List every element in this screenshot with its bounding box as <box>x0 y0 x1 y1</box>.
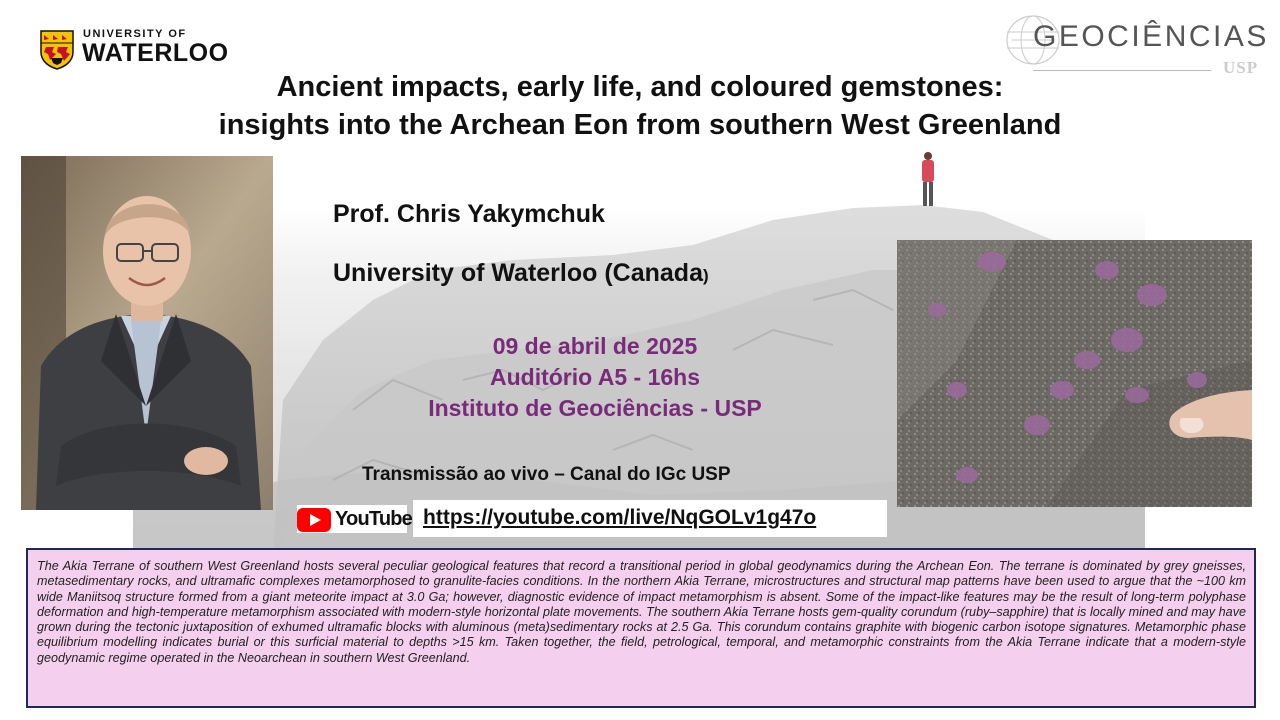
geociencias-wordmark: GEOCIÊNCIAS <box>1033 20 1269 53</box>
broadcast-text: Transmissão ao vivo – Canal do IGc USP <box>362 464 731 485</box>
hiker-figure <box>919 150 937 210</box>
event-room: Auditório A5 - 16hs <box>490 364 700 390</box>
speaker-name: Prof. Chris Yakymchuk <box>333 200 605 228</box>
abstract-text: The Akia Terrane of southern West Greenland hosts several peculiar geological features that record a transitional period in global geodynamics during the Archean Eon. The terrane is dominated by grey gneisses, metasedimentary rocks, and ultramafic complexes metamorphosed to granulite-facies conditions. In the northern Akia Terrane, microstructures and structural map patterns have been used to argue that the ~100 km wide Maniitsoq structure formed from a giant meteorite impact at 3.0 Ga; however, diagnostic evidence of impact metamorphism is absent. Some of the impact-like features may be the result of long-term polyphase deformation and high-temperature metamorphism associated with modern-style horizontal plate movements. The southern Akia Terrane hosts gem-quality corundum (ruby–sapphire) that is locally mined and may have grown during the tectonic juxtaposition of exhumed ultramafic blocks with aluminous (meta)sedimentary rocks at 2.5 Ga. This corundum contains graphite with biogenic carbon isotope signatures. Metamorphic phase equilibrium modelling indicates burial or this surficial material to depths >15 km. Taken together, the field, petrological, temporal, and metamorphic constraints from the Akia Terrane indicate that a modern-style geodynamic regime operated in the Neoarchean in southern West Greenland. <box>37 559 1246 665</box>
talk-title-line2: insights into the Archean Eon from southern West Greenland <box>218 109 1062 141</box>
abstract-box <box>26 548 1256 708</box>
speaker-portrait <box>21 156 273 510</box>
event-institute: Instituto de Geociências - USP <box>428 395 762 421</box>
event-info <box>300 331 890 424</box>
event-date: 09 de abril de 2025 <box>492 333 698 359</box>
corundum-rock-photo <box>897 240 1252 507</box>
talk-title <box>0 68 1280 144</box>
youtube-link-box[interactable] <box>413 500 887 537</box>
geociencias-logo <box>1003 12 1268 76</box>
youtube-logo[interactable] <box>297 505 412 533</box>
waterloo-logo-line1: UNIVERSITY OF <box>83 28 187 40</box>
youtube-wordmark: YouTube <box>335 508 412 530</box>
speaker-affiliation-close: ) <box>702 266 709 285</box>
speaker-affiliation-text: University of Waterloo (Canada <box>333 259 703 287</box>
ruby-rock-image <box>897 240 1252 507</box>
youtube-play-icon <box>297 508 331 532</box>
waterloo-logo-line2: WATERLOO <box>82 39 229 67</box>
speaker-affiliation <box>333 259 709 288</box>
speaker-photo <box>21 156 273 510</box>
talk-title-line1: Ancient impacts, early life, and coloured gemstones: <box>276 71 1004 103</box>
usp-wordmark: USP <box>1223 58 1259 77</box>
youtube-link[interactable]: https://youtube.com/live/NqGOLv1g47o <box>423 506 817 529</box>
waterloo-crest-icon <box>40 30 74 70</box>
